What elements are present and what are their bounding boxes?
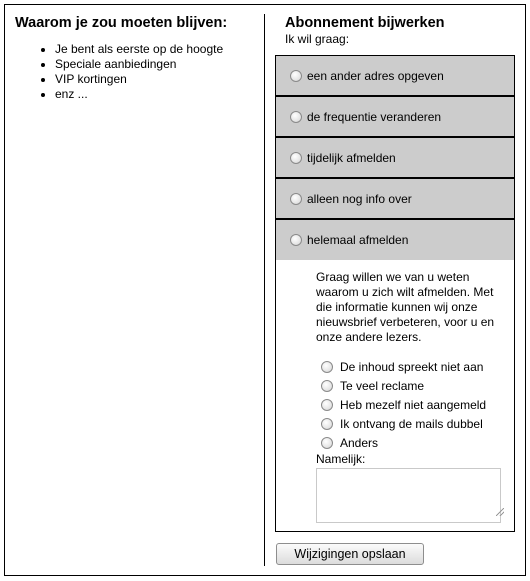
save-changes-button[interactable]: Wijzigingen opslaan — [276, 543, 424, 565]
benefits-list — [15, 42, 255, 102]
subscription-options — [275, 55, 515, 532]
reason-label: Ik ontvang de mails dubbel — [340, 416, 483, 431]
reason-label: Heb mezelf niet aangemeld — [340, 397, 487, 412]
radio-button[interactable] — [321, 418, 333, 430]
radio-button[interactable] — [321, 361, 333, 373]
option-unsubscribe[interactable] — [276, 220, 514, 260]
option-info-only[interactable] — [276, 179, 514, 220]
benefit-item: • enz ... — [55, 87, 255, 102]
unsubscribe-panel — [276, 260, 514, 523]
reason-label: Te veel reclame — [340, 378, 425, 393]
column-divider — [264, 14, 265, 566]
intro-text: Ik wil graag: — [285, 32, 350, 46]
subscription-title: Abonnement bijwerken — [285, 15, 445, 31]
reason-not-subscribed[interactable] — [316, 395, 500, 414]
resize-grip-icon[interactable] — [496, 508, 504, 516]
benefit-item: • Je bent als eerste op de hoogte — [55, 42, 255, 57]
radio-button[interactable] — [321, 380, 333, 392]
option-change-address[interactable] — [276, 56, 514, 97]
option-label: tijdelijk afmelden — [307, 150, 396, 165]
reason-label: De inhoud spreekt niet aan — [340, 359, 484, 374]
benefit-item: • Speciale aanbiedingen — [55, 57, 255, 72]
option-label: de frequentie veranderen — [307, 109, 442, 124]
radio-button[interactable] — [290, 152, 302, 164]
radio-button[interactable] — [290, 234, 302, 246]
radio-button[interactable] — [290, 111, 302, 123]
other-reason-label: Namelijk: — [316, 452, 366, 466]
benefits-title: Waarom je zou moeten blijven: — [15, 15, 228, 31]
radio-button[interactable] — [321, 437, 333, 449]
unsubscribe-explanation: Graag willen we van u weten waarom u zich wilt afmelden. Met die informatie kunnen wij onze nieuwsbrief verbeteren, voor u en onze andere lezers. — [316, 270, 495, 344]
reason-content[interactable] — [316, 357, 500, 376]
option-label: helemaal afmelden — [307, 233, 409, 247]
benefit-item: • VIP kortingen — [55, 72, 255, 87]
reason-other[interactable] — [316, 433, 500, 452]
option-change-frequency[interactable] — [276, 97, 514, 138]
option-label: alleen nog info over — [307, 191, 412, 206]
reason-duplicate[interactable] — [316, 414, 500, 433]
radio-button[interactable] — [290, 70, 302, 82]
reason-too-many-ads[interactable] — [316, 376, 500, 395]
other-reason-textarea[interactable] — [316, 468, 501, 523]
radio-button[interactable] — [321, 399, 333, 411]
subscription-header — [285, 14, 515, 46]
option-label: een ander adres opgeven — [307, 68, 444, 83]
option-pause[interactable] — [276, 138, 514, 179]
reason-label: Anders — [340, 435, 379, 450]
radio-button[interactable] — [290, 193, 302, 205]
benefits-column — [15, 14, 255, 102]
